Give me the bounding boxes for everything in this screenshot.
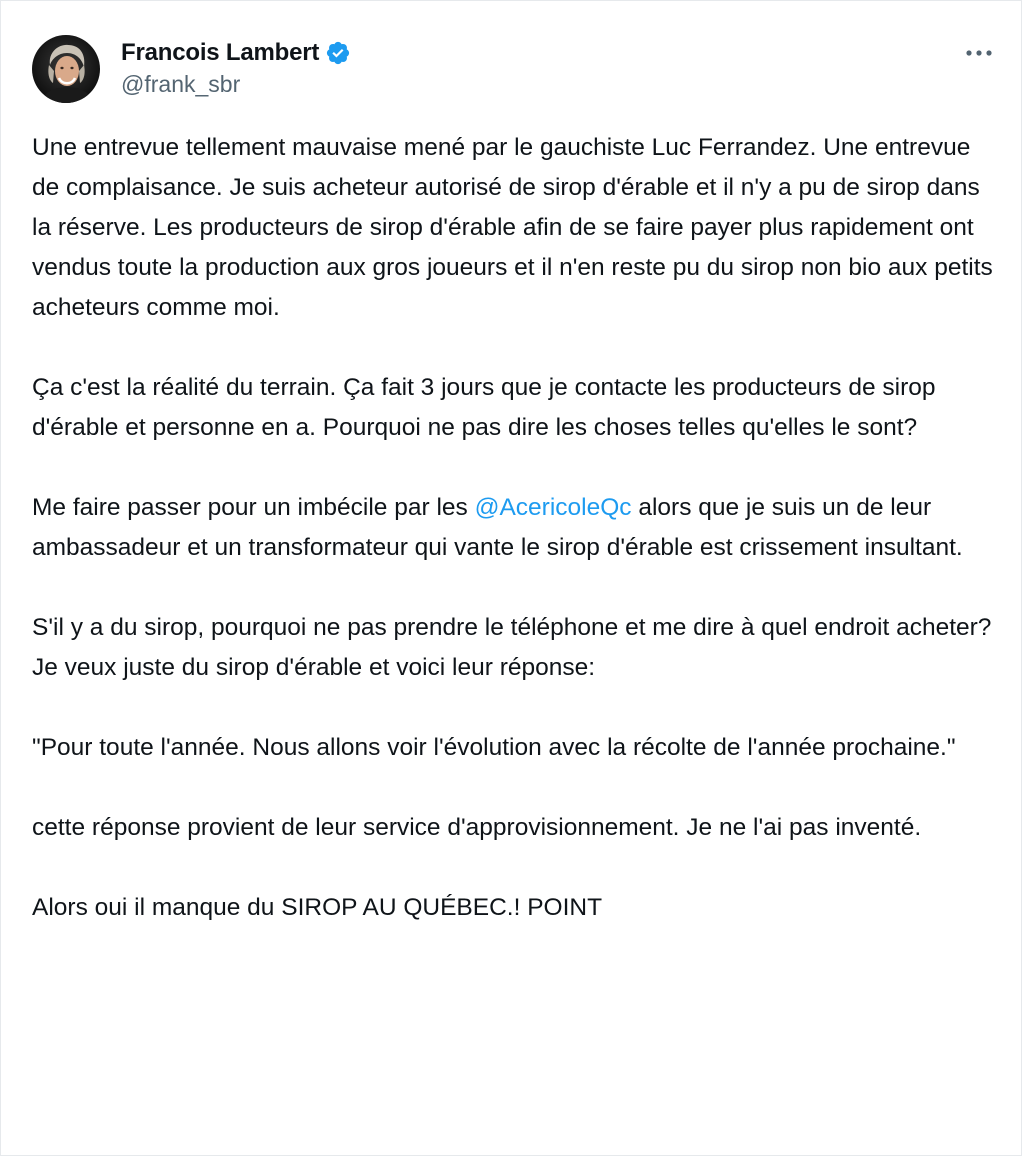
more-options-button[interactable] (959, 35, 999, 71)
tweet-text (32, 128, 998, 928)
tweet-paragraph: "Pour toute l'année. Nous allons voir l'évolution avec la récolte de l'année prochaine." (32, 734, 956, 761)
tweet-paragraph: Alors oui il manque du SIROP AU QUÉBEC.! POINT (32, 894, 603, 921)
tweet-paragraph: S'il y a du sirop, pourquoi ne pas prendre le téléphone et me dire à quel endroit acheter? Je veux juste du sirop d'érable et voici leur réponse: (32, 614, 992, 681)
tweet-paragraph: Une entrevue tellement mauvaise mené par le gauchiste Luc Ferrandez. Une entrevue de complaisance. Je suis acheteur autorisé de sirop d'érable et il n'y a pu de sirop dans la réserve. Les producteurs de sirop d'érable afin de se faire payer plus rapidement ont vendus toute la production aux gros joueurs et il n'en reste pu du sirop non bio aux petits acheteurs comme moi. (32, 134, 993, 321)
tweet-text-segment: Me faire passer pour un imbécile par les (32, 494, 475, 521)
avatar-image (32, 35, 100, 103)
author-name-row (121, 37, 351, 69)
author-display-name[interactable]: Francois Lambert (121, 39, 320, 66)
tweet-paragraph (32, 488, 998, 568)
mention-link[interactable]: @AcericoleQc (474, 494, 632, 521)
avatar[interactable] (32, 35, 100, 103)
author-handle[interactable]: @frank_sbr (121, 71, 241, 97)
tweet-paragraph: cette réponse provient de leur service d'approvisionnement. Je ne l'ai pas inventé. (32, 814, 922, 841)
more-options-icon (965, 49, 993, 57)
tweet-text-segment: alors que je suis un de leur ambassadeur et un transformateur qui vante le sirop d'érable est crissement insultant. (32, 494, 963, 561)
tweet-paragraph: Ça c'est la réalité du terrain. Ça fait 3 jours que je contacte les producteurs de sirop d'érable et personne en a. Pourquoi ne pas dire les choses telles qu'elles le sont? (32, 374, 936, 441)
verified-badge-icon[interactable] (325, 40, 351, 66)
